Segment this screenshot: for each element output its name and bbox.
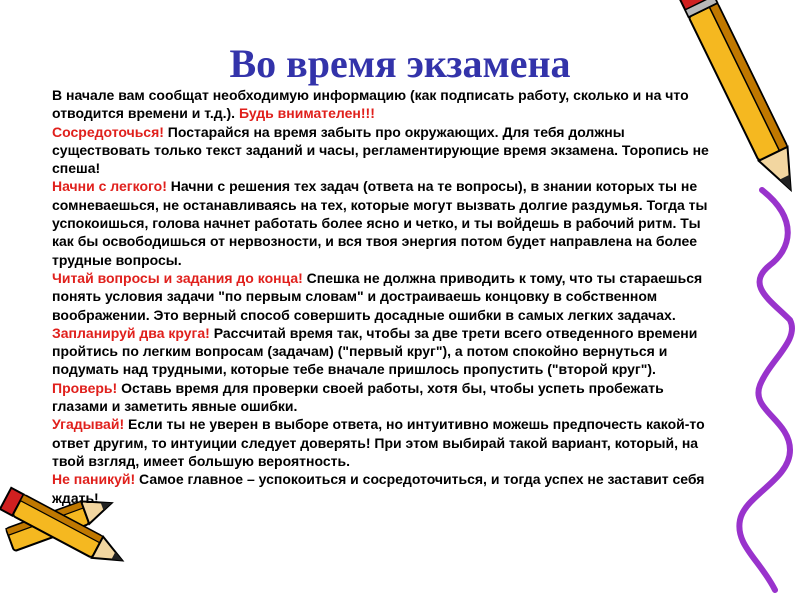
paragraph-4 <box>52 269 722 324</box>
paragraph-text: Если ты не уверен в выборе ответа, но интуитивно можешь предпочесть какой-то ответ другим, то интуиции следует доверять! При этом выбирай такой вариант, который, на твой взгляд, имеет большую вероятность. <box>52 416 705 469</box>
paragraph-3 <box>52 177 722 268</box>
paragraph-highlight: Угадывай! <box>52 416 125 433</box>
paragraph-6 <box>52 379 722 416</box>
paragraph-7 <box>52 415 722 470</box>
paragraph-text: Рассчитай время так, чтобы за две трети всего отведенного времени пройтись по легким вопросам (задачам) ("первый круг"), а потом спокойно вернуться и подумать над трудными, которые тебе вначале пришлось пропустить ("второй круг"). <box>52 324 698 378</box>
paragraph-text: Самое главное – успокоиться и сосредоточиться, и тогда успех не заставит себя ждать! <box>52 471 705 506</box>
paragraph-2 <box>52 123 722 178</box>
paragraph-highlight: Сосредоточься! <box>52 123 164 140</box>
paragraph-highlight: Начни с легкого! <box>52 178 167 195</box>
paragraph-text: Постарайся на время забыть про окружающих. Для тебя должны существовать только текст заданий и часы, регламентирующие время экзамена. Торопись не спеша! <box>52 123 709 177</box>
paragraph-1 <box>52 86 722 123</box>
paragraph-highlight: Запланируй два круга! <box>52 324 210 341</box>
paragraph-text: В начале вам сообщат необходимую информацию (как подписать работу, сколько и на что отводится времени и т.д.). <box>52 87 689 122</box>
paragraph-highlight: Проверь! <box>52 379 118 396</box>
slide-body <box>52 86 722 507</box>
paragraph-text: Спешка не должна приводить к тому, что ты стараешься понять условия задачи "по первым словам" и достраиваешь концовку в собственном воображении. Это верный способ совершить досадные ошибки в самых легких задачах. <box>52 269 703 323</box>
paragraph-8 <box>52 470 722 507</box>
slide-title: Во время экзамена <box>229 41 571 86</box>
paragraph-highlight: Читай вопросы и задания до конца! <box>52 269 303 286</box>
paragraph-highlight: Будь внимателен!!! <box>238 105 375 122</box>
paragraph-5 <box>52 324 722 379</box>
squiggle-line <box>739 190 792 590</box>
paragraph-highlight: Не паникуй! <box>52 471 136 488</box>
paragraph-text: Оставь время для проверки своей работы, хотя бы, чтобы успеть пробежать глазами и заметить явные ошибки. <box>52 379 664 415</box>
paragraph-text: Начни с решения тех задач (ответа на те вопросы), в знании которых ты не сомневаешься, не останавливаясь на тех, которые могут вызвать долгие раздумья. Тогда ты успокоишься, голова начнет работать более ясно и четко, и ты войдешь в рабочий ритм. Ты как бы освободишься от нервозности, и вся твоя энергия потом будет направлена на более трудные вопросы. <box>52 178 708 268</box>
